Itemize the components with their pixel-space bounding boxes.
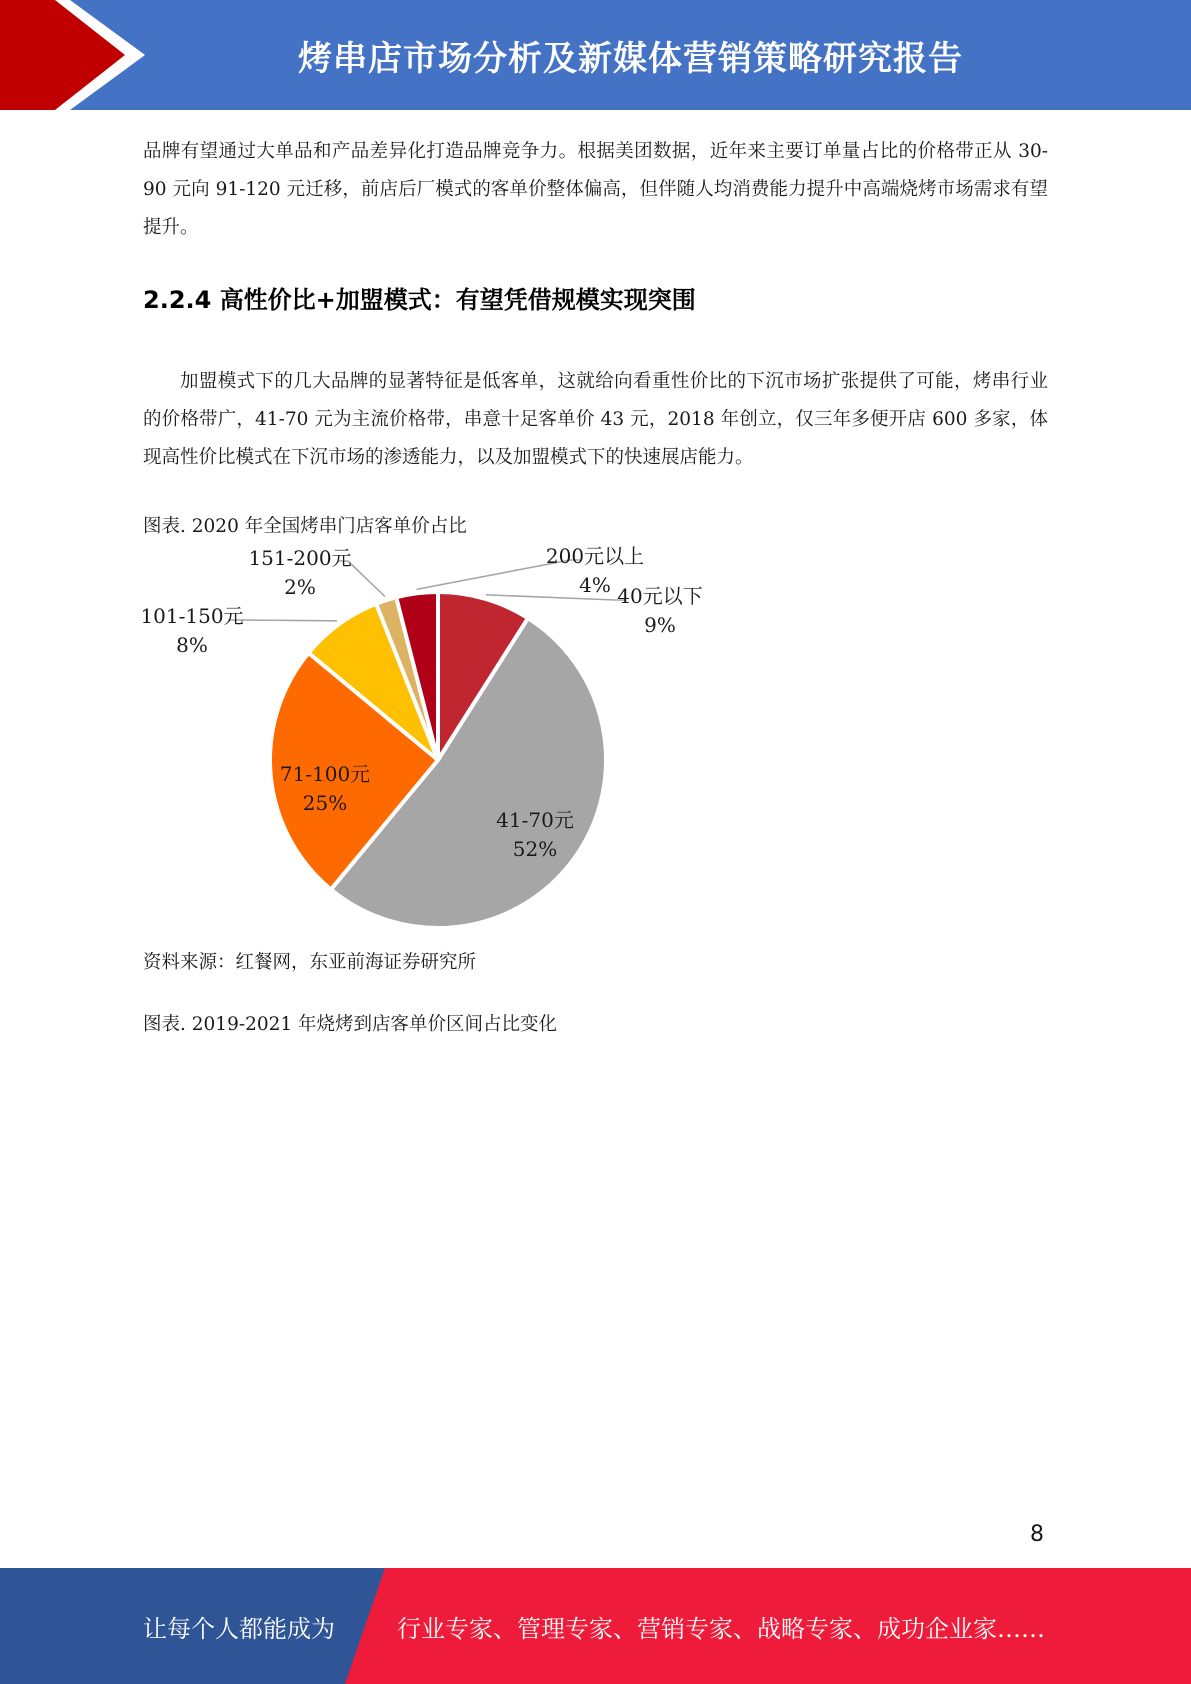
pie-percent-label-0: 9% [644,613,676,637]
footer-slogan-left: 让每个人都能成为 [143,1614,335,1643]
pie-percent-label-3: 8% [176,633,208,657]
report-title: 烤串店市场分析及新媒体营销策略研究报告 [298,38,963,79]
page-number: 8 [1030,1522,1044,1547]
pie-chart-ticket-price [140,545,740,945]
section-heading: 2.2.4 高性价比+加盟模式：有望凭借规模实现突围 [143,286,696,314]
pie-category-label-0: 40元以下 [617,584,703,608]
pie-percent-label-2: 25% [302,791,348,815]
footer-slogan-right: 行业专家、管理专家、营销专家、战略专家、成功企业家…… [397,1614,1045,1643]
pie-category-label-1: 41-70元 [496,808,574,832]
figure-caption-2019-2021: 图表. 2019-2021 年烧烤到店客单价区间占比变化 [143,1014,558,1035]
pie-category-label-4: 151-200元 [248,546,352,570]
report-header [0,0,1191,110]
figure-source: 资料来源：红餐网，东亚前海证券研究所 [143,952,477,973]
paragraph-franchise-model: 加盟模式下的几大品牌的显著特征是低客单，这就给向看重性价比的下沉市场扩张提供了可能，烤串行业的价格带广，41-70 元为主流价格带，串意十足客单价 43 元，2018 年创立，仅三年多便开店 600 多家，体现高性价比模式在下沉市场的渗透能力，以及加盟模式下的快速展店能力。 [143,371,1048,468]
pie-category-label-2: 71-100元 [279,762,371,786]
figure-caption-2020: 图表. 2020 年全国烤串门店客单价占比 [143,516,467,537]
pie-percent-label-1: 52% [512,837,558,861]
report-footer [0,1568,1191,1684]
pie-percent-label-4: 2% [284,575,316,599]
pie-category-label-3: 101-150元 [140,604,244,628]
header-arrow-decoration [0,0,160,110]
pie-leader-line-3 [228,620,337,621]
paragraph-price-band: 品牌有望通过大单品和产品差异化打造品牌竞争力。根据美团数据，近年来主要订单量占比的价格带正从 30-90 元向 91-120 元迁移，前店后厂模式的客单价整体偏高，但伴随人均消费能力提升中高端烧烤市场需求有望提升。 [143,141,1048,238]
pie-percent-label-5: 4% [579,573,611,597]
pie-category-label-5: 200元以上 [545,545,645,568]
